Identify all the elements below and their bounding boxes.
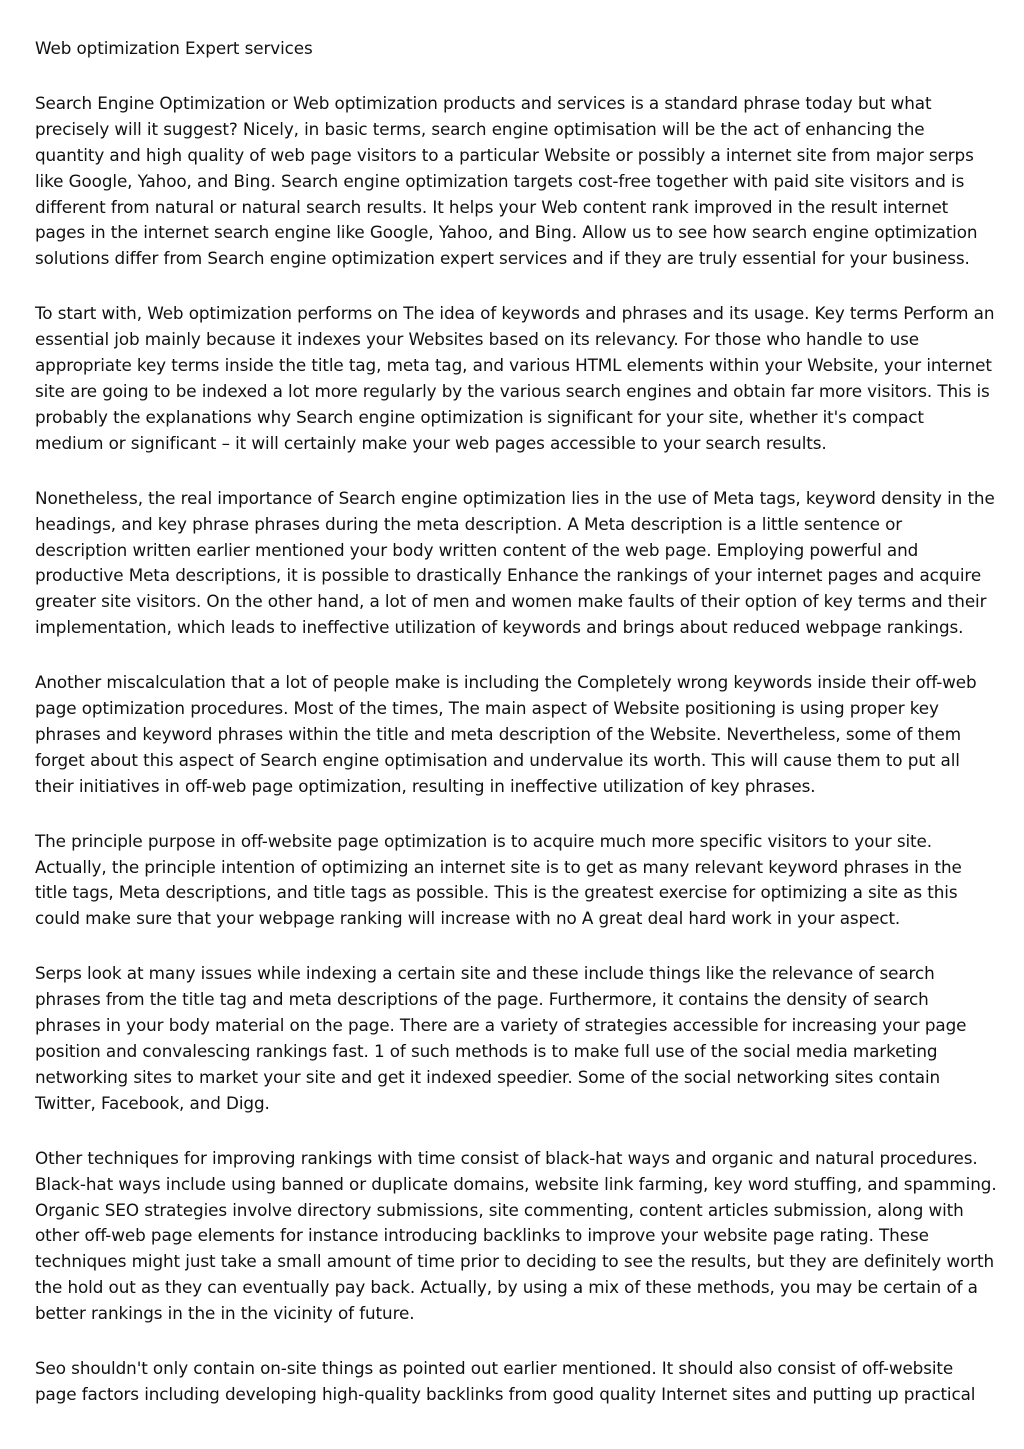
paragraph-3: Nonetheless, the real importance of Search engine optimization lies in the use of Meta tags, keyword density in the headings, and key phrase phrases during the meta description. A Meta description is a little sentence or description written earlier mentioned your body written content of the web page. Employing powerful and productive Meta descriptions, it is possible to drastically Enhance the rankings of your internet pages and acquire greater site visitors. On the other hand, a lot of men and women make faults of their option of key terms and their implementation, which leads to ineffective utilization of keywords and brings about reduced webpage rankings. <box>35 487 995 638</box>
paragraph-1: Search Engine Optimization or Web optimization products and services is a standard phrase today but what precisely will it suggest? Nicely, in basic terms, search engine optimisation will be the act of enhancing the quantity and high quality of web page visitors to a particular Website or possibly a internet site from major serps like Google, Yahoo, and Bing. Search engine optimization targets cost-free together with paid site visitors and is different from natural or natural search results. It helps your Web content rank improved in the result internet pages in the internet search engine like Google, Yahoo, and Bing. Allow us to see how search engine optimization solutions differ from Search engine optimization expert services and if they are truly essential for your business. <box>35 92 978 269</box>
paragraph-7: Other techniques for improving rankings with time consist of black-hat ways and organic and natural procedures. Black-hat ways include using banned or duplicate domains, website link farming, key word stuffing, and spamming. Organic SEO strategies involve directory submissions, site commenting, content articles submission, along with other off-web page elements for instance introducing backlinks to improve your website page rating. These techniques might just take a small amount of time prior to deciding to see the results, but they are definitely worth the hold out as they can eventually pay back. Actually, by using a mix of these methods, you may be certain of a better rankings in the in the vicinity of future. <box>35 1147 997 1324</box>
document-page <box>35 36 997 1437</box>
paragraph-8: Seo shouldn't only contain on-site things as pointed out earlier mentioned. It should also consist of off-website page factors including developing high-quality backlinks from good quality Internet sites and putting up practical <box>35 1358 976 1404</box>
paragraph-6: Serps look at many issues while indexing a certain site and these include things like the relevance of search phrases from the title tag and meta descriptions of the page. Furthermore, it contains the density of search phrases in your body material on the page. There are a variety of strategies accessible for increasing your page position and convalescing rankings fast. 1 of such methods is to make full use of the social media marketing networking sites to market your site and get it indexed speedier. Some of the social networking sites contain Twitter, Facebook, and Digg. <box>35 963 967 1113</box>
paragraph-5: The principle purpose in off-website page optimization is to acquire much more specific visitors to your site. Actually, the principle intention of optimizing an internet site is to get as many relevant keyword phrases in the title tags, Meta descriptions, and title tags as possible. This is the greatest exercise for optimizing a site as this could make sure that your webpage ranking will increase with no A great deal hard work in your aspect. <box>35 830 962 929</box>
paragraph-4: Another miscalculation that a lot of people make is including the Completely wrong keywords inside their off-web page optimization procedures. Most of the times, The main aspect of Website positioning is using proper key phrases and keyword phrases within the title and meta description of the Website. Nevertheless, some of them forget about this aspect of Search engine optimisation and undervalue its worth. This will cause them to put all their initiatives in off-web page optimization, resulting in ineffective utilization of key phrases. <box>35 672 977 796</box>
document-title: Web optimization Expert services <box>35 38 313 58</box>
paragraph-2: To start with, Web optimization performs on The idea of keywords and phrases and its usage. Key terms Perform an essential job mainly because it indexes your Websites based on its relevancy. For those who handle to use appropriate key terms inside the title tag, meta tag, and various HTML elements within your Website, your internet site are going to be indexed a lot more regularly by the various search engines and obtain far more visitors. This is probably the explanations why Search engine optimization is significant for your site, whether it's compact medium or significant – it will certainly make your web pages accessible to your search results. <box>35 303 995 453</box>
